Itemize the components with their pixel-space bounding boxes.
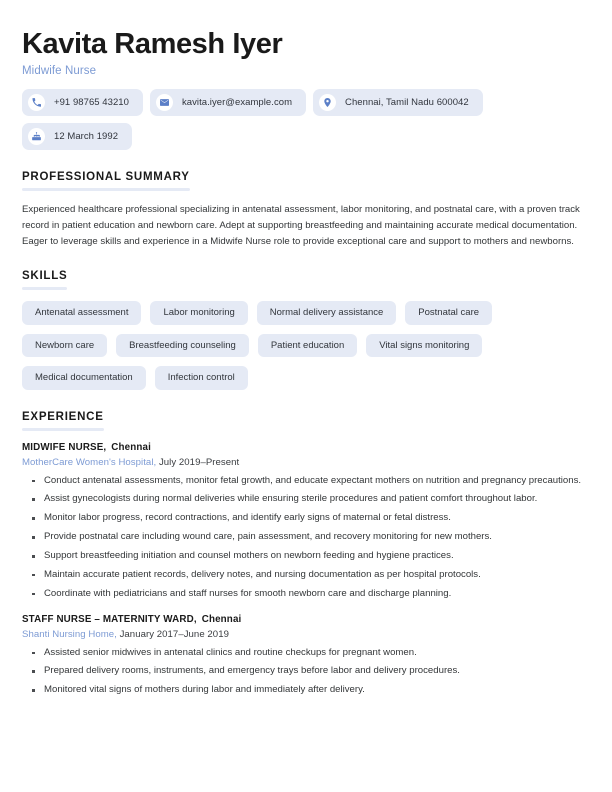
contact-email-value: kavita.iyer@example.com <box>181 97 293 109</box>
experience-company: Shanti Nursing Home, <box>22 628 117 640</box>
experience-role: MIDWIFE NURSE, <box>22 441 107 453</box>
skill-chip: Vital signs monitoring <box>366 334 482 358</box>
summary-paragraph: Experienced healthcare professional specializing in antenatal assessment, labor monitoring, and postnatal care, with a proven track record in patient education and newborn care. Adept at supporting breastfeeding and maintaining accurate medical documentation. Eager to leverage skills and experience in a Midwife Nurse role to provide exceptional care and support to mothers and newborns. <box>22 204 580 247</box>
experience-location: Chennai <box>111 441 151 453</box>
experience-bullet: Support breastfeeding initiation and counsel mothers on newborn feeding and hygiene practices. <box>22 549 590 564</box>
skill-chip: Patient education <box>258 334 357 358</box>
experience-dates: January 2017–June 2019 <box>119 628 229 640</box>
section-rule-summary <box>22 188 190 191</box>
experience-bullet: Provide postnatal care including wound care, pain assessment, and recovery monitoring for new mothers. <box>22 530 590 545</box>
experience-bullets <box>22 474 590 602</box>
experience-bullet: Monitor labor progress, record contractions, and identify early signs of maternal or fetal distress. <box>22 511 590 526</box>
experience-dates: July 2019–Present <box>158 456 240 468</box>
contact-location-value: Chennai, Tamil Nadu 600042 <box>345 97 469 109</box>
skill-chip: Infection control <box>155 366 248 390</box>
contact-phone-value: +91 98765 43210 <box>54 97 129 109</box>
section-skills <box>22 266 590 390</box>
experience-company: MotherCare Women's Hospital, <box>22 456 157 468</box>
contact-chip-birthdate[interactable] <box>22 123 132 150</box>
experience-entry <box>22 614 590 699</box>
experience-bullets <box>22 646 590 699</box>
birthday-cake-icon <box>28 128 45 145</box>
skill-chip: Normal delivery assistance <box>257 301 397 325</box>
experience-bullet: Conduct antenatal assessments, monitor fetal growth, and educate expectant mothers on nutrition and pregnancy precautions. <box>22 474 590 489</box>
experience-heading <box>22 614 590 625</box>
phone-icon <box>28 94 45 111</box>
section-title-experience: EXPERIENCE <box>22 410 104 423</box>
contact-chip-phone[interactable] <box>22 89 143 116</box>
page-title: Kavita Ramesh Iyer <box>22 28 283 60</box>
experience-entry <box>22 442 590 602</box>
experience-bullet: Coordinate with pediatricians and staff nurses for smooth newborn care and discharge planning. <box>22 587 590 602</box>
envelope-icon <box>156 94 173 111</box>
skill-chip: Labor monitoring <box>150 301 247 325</box>
experience-meta <box>22 629 590 640</box>
section-title-skills: SKILLS <box>22 270 68 283</box>
location-pin-icon <box>319 94 336 111</box>
section-experience <box>22 407 590 699</box>
experience-bullet: Monitored vital signs of mothers during labor and immediately after delivery. <box>22 683 590 698</box>
experience-meta <box>22 457 590 468</box>
skill-chip: Breastfeeding counseling <box>116 334 249 358</box>
experience-bullet: Assist gynecologists during normal deliveries while ensuring sterile procedures and patient comfort throughout labor. <box>22 492 590 507</box>
contact-birthdate-value: 12 March 1992 <box>54 131 119 143</box>
section-rule-experience <box>22 428 104 431</box>
section-header-skills <box>22 270 67 290</box>
experience-location: Chennai <box>201 613 242 625</box>
skill-chip: Antenatal assessment <box>22 301 141 325</box>
contact-chip-location[interactable] <box>313 89 483 116</box>
contact-row <box>22 89 590 116</box>
skills-list <box>22 301 567 390</box>
contact-row-secondary <box>22 123 590 150</box>
experience-bullet: Assisted senior midwives in antenatal clinics and routine checkups for pregnant women. <box>22 646 590 661</box>
experience-bullet: Prepared delivery rooms, instruments, and emergency trays before labor and delivery procedures. <box>22 664 590 679</box>
section-header-experience <box>22 411 104 431</box>
skill-chip: Medical documentation <box>22 366 146 390</box>
resume-header <box>22 28 590 150</box>
section-title-summary: PROFESSIONAL SUMMARY <box>22 171 190 184</box>
experience-bullet: Maintain accurate patient records, delivery notes, and nursing documentation as per hospital protocols. <box>22 568 590 583</box>
section-professional-summary <box>22 167 590 249</box>
section-header-summary <box>22 171 190 191</box>
skill-chip: Newborn care <box>22 334 107 358</box>
skill-chip: Postnatal care <box>405 301 492 325</box>
job-title-subtitle: Midwife Nurse <box>22 65 97 78</box>
contact-chip-email[interactable] <box>150 89 306 116</box>
experience-heading <box>22 442 590 453</box>
experience-role: STAFF NURSE – MATERNITY WARD, <box>22 613 197 625</box>
section-rule-skills <box>22 287 67 290</box>
